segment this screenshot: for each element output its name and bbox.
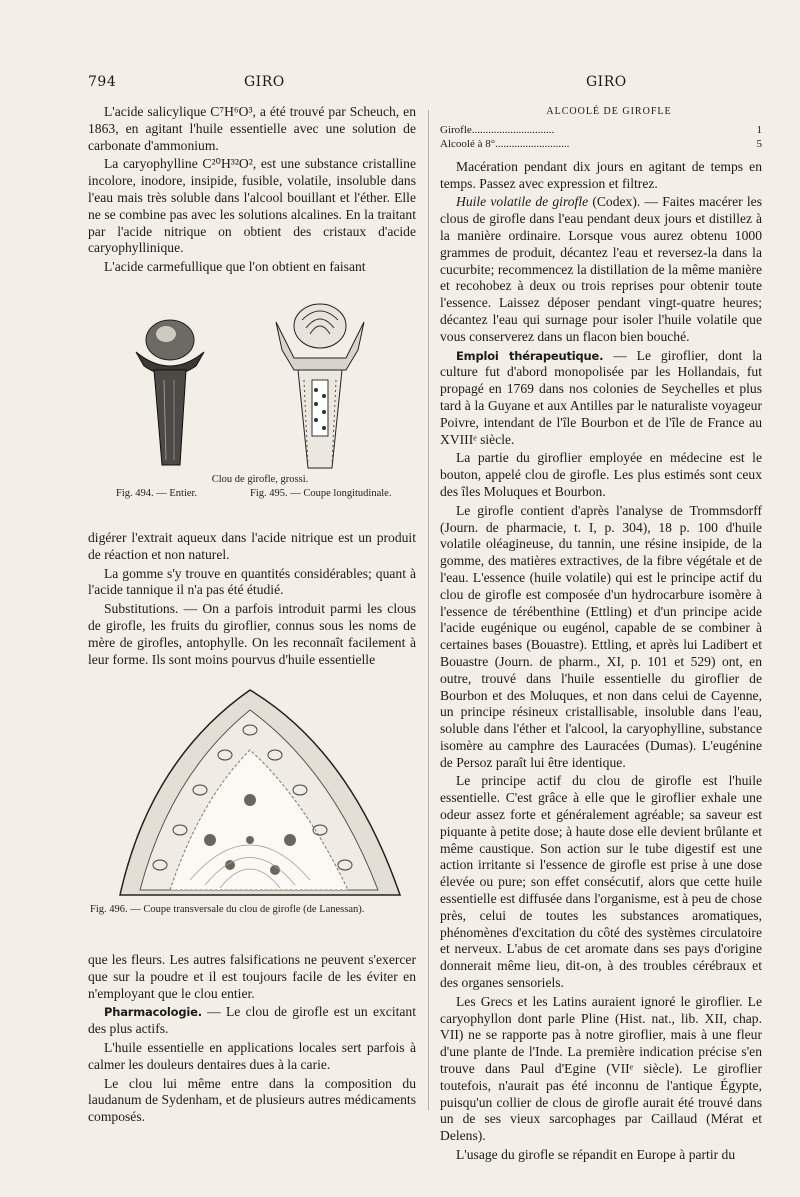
figure-transverse-section <box>90 680 410 920</box>
paragraph: L'acide salicylique C⁷H⁶O³, a été trouvé par Scheuch, en 1863, en agitant l'huile essentielle avec une solution de carbonate d'ammonium. <box>88 104 416 153</box>
paragraph: Macération pendant dix jours en agitant de temps en temps. Passez avec expression et filtrez. <box>440 158 762 191</box>
transverse-section-drawing <box>110 680 410 900</box>
paragraph: La gomme s'y trouve en quantités considérables; quant à l'acide tannique il n'a pas été étudié. <box>88 565 416 598</box>
paragraph: La caryophylline C²⁰H³²O², est une substance cristalline incolore, inodore, insipide, fusible, volatile, insoluble dans l'eau mais très soluble dans l'alcool bouillant et l'éther. Elle ne se combine pas avec les solutions alcalines. En la traitant par l'acide nitrique on obtient des cristaux d'acide caryophyllinique. <box>88 156 416 256</box>
left-column-top <box>88 104 416 278</box>
formula-row: Alcoolé à 8°........................... 5 <box>440 137 762 150</box>
running-title-right: GIRO <box>586 74 627 90</box>
paragraph: L'usage du girofle se répandit en Europe à partir du <box>456 1147 736 1163</box>
paragraph: Le principe actif du clou de girofle est l'huile essentielle. C'est grâce à elle que le giroflier exhale une odeur assez forte et généralement agréable; sa saveur est piquante à petite dose; à haute dose elle devient brûlante et même caustique. Son action sur le tube digestif est une action irritante si l'essence de girofle est prise à une dose élevée ou pure; son effet consécutif, alors que cette huile essentielle est diffusée dans l'organisme, est à peu de chose près, celui de toutes les substances aromatiques, phénomènes d'excitation du côté des systèmes circulatoire et nerveux. L'abus de cet aromate dans ses pays d'origine donnerait même lieu, dit-on, à des troubles cérébraux et des organes sensoriels. <box>440 773 762 991</box>
paragraph: Substitutions. — On a parfois introduit parmi les clous de girofle, les fruits du giroflier, connus sous les noms de mère de girofles, antophylle. On les reconnaît facilement à leur forme. Ils sont moins pourvus d'huile essentielle <box>88 601 416 667</box>
figure-494-caption: Fig. 494. — Entier. <box>116 488 198 499</box>
whole-clove-drawing <box>136 320 204 465</box>
paragraph: La partie du giroflier employée en médecine est le bouton, appelé clou de girofle. Les plus estimés sont ceux des îles Moluques et Bourbon. <box>440 450 762 499</box>
clove-illustration <box>100 300 400 470</box>
section-head-emploi-therapeutique: Emploi thérapeutique. <box>456 348 604 363</box>
section-head-huile-volatile: Huile volatile de girofle <box>456 194 589 210</box>
paragraph: Les Grecs et les Latins auraient ignoré le giroflier. Le caryophyllon dont parle Pline (Hist. nat., lib. XII, chap. VII) ne se rapporte pas à notre giroflier, mais à une fleur d'une plante de l'Inde. La première indication précise s'en trouve dans Paul d'Egine (VIIᵉ siècle). Le giroflier toutefois, n'aurait pas été inconnu de l'antique Égypte, puisqu'un collier de clous de girofle aurait été trouvé dans un de ses vieux sarcophages par Caillaud (Mérat et Delens). <box>440 993 762 1144</box>
paragraph: Le girofle contient d'après l'analyse de Trommsdorff (Journ. de pharmacie, t. I, p. 304), 18 p. 100 d'huile volatile oléagineuse, du tannin, une résine insipide, de la gomme, des matières extractives, de la fibre végétale et de l'eau. L'essence (huile volatile) qui est le principe actif du clou de girofle est composée d'un hydrocarbure isomère à l'essence de térébenthine (Ettling) et d'un principe acide l'acide eugénique ou eugénol, capable de se combiner à certaines bases (Bouastre). Ettling, et après lui Ladibert et Bouastre (Journ. de pharm., XI, p. 101 et 529) ont, en outre, trouvé dans l'huile essentielle du giroflier de Bourbon et des Moluques, et non dans celui de Cayenne, un principe résineux cristallisable, insoluble dans l'eau, soluble dans l'éther et l'alcool, la caryophylline, substance isomère au camphre des Lauracées (Dumas). L'eugénine de Persoz paraît lui être identique. <box>440 502 762 770</box>
figure-clove-whole-and-section <box>100 300 400 500</box>
paragraph: L'huile essentielle en applications locales sert parfois à calmer les douleurs dentaires dues à la carie. <box>88 1039 416 1072</box>
page-number: 794 <box>88 74 117 90</box>
left-column-middle <box>88 530 416 670</box>
paragraph: Emploi thérapeutique. — Le giroflier, dont la culture fut d'abord monopolisée par les Hollandais, fut propagé en 1769 dans nos colonies de Seychelles et plus tard à la Guyane et aux Antilles par le naturaliste voyageur Poivre, intendant de l'île Bourbon et de l'île de France au XVIIIᵉ siècle. <box>440 347 763 447</box>
running-title-left: GIRO <box>244 74 285 90</box>
left-column-bottom <box>88 952 416 1128</box>
paragraph: L'acide carmefullique que l'on obtient en faisant <box>104 259 366 275</box>
paragraph: Huile volatile de girofle (Codex). — Faites macérer les clous de girofle dans l'eau pendant deux jours et distillez à la manière ordinaire. Lorsque vous aurez obtenu 1000 grammes de produit, décantez l'eau et reversez-la dans la cucurbite; recommencez la distillation de la même manière et recohobez à deux ou trois reprises pour obtenir toute l'essence. Laissez déposer pendant vingt-quatre heures; décantez l'eau qui surnage pour isoler l'huile volatile que vous conserverez dans un flacon bien bouché. <box>440 194 762 344</box>
figure-caption-title: Clou de girofle, grossi. <box>211 474 309 485</box>
section-head-pharmacologie: Pharmacologie. <box>104 1005 202 1020</box>
longitudinal-section-drawing <box>276 304 364 468</box>
paragraph: Le clou lui même entre dans la composition du laudanum de Sydenham, et de plusieurs autres médicaments composés. <box>88 1075 416 1125</box>
figure-496-caption: Fig. 496. — Coupe transversale du clou de girofle (de Lanessan). <box>90 904 365 915</box>
right-column <box>440 104 762 1166</box>
column-separator <box>428 110 429 1110</box>
formula-title: ALCOOLÉ DE GIROFLE <box>546 106 672 117</box>
formula-row: Girofle.............................. 1 <box>440 123 762 136</box>
paragraph: que les fleurs. Les autres falsifications ne peuvent s'exercer que sur la poudre et il est toujours facile de les éviter en n'employant que le clou entier. <box>88 952 416 1001</box>
paragraph: Pharmacologie. — Le clou de girofle est un excitant des plus actifs. <box>88 1004 416 1037</box>
paragraph: digérer l'extrait aqueux dans l'acide nitrique est un produit de réaction et non naturel. <box>88 530 416 562</box>
figure-495-caption: Fig. 495. — Coupe longitudinale. <box>250 488 392 499</box>
